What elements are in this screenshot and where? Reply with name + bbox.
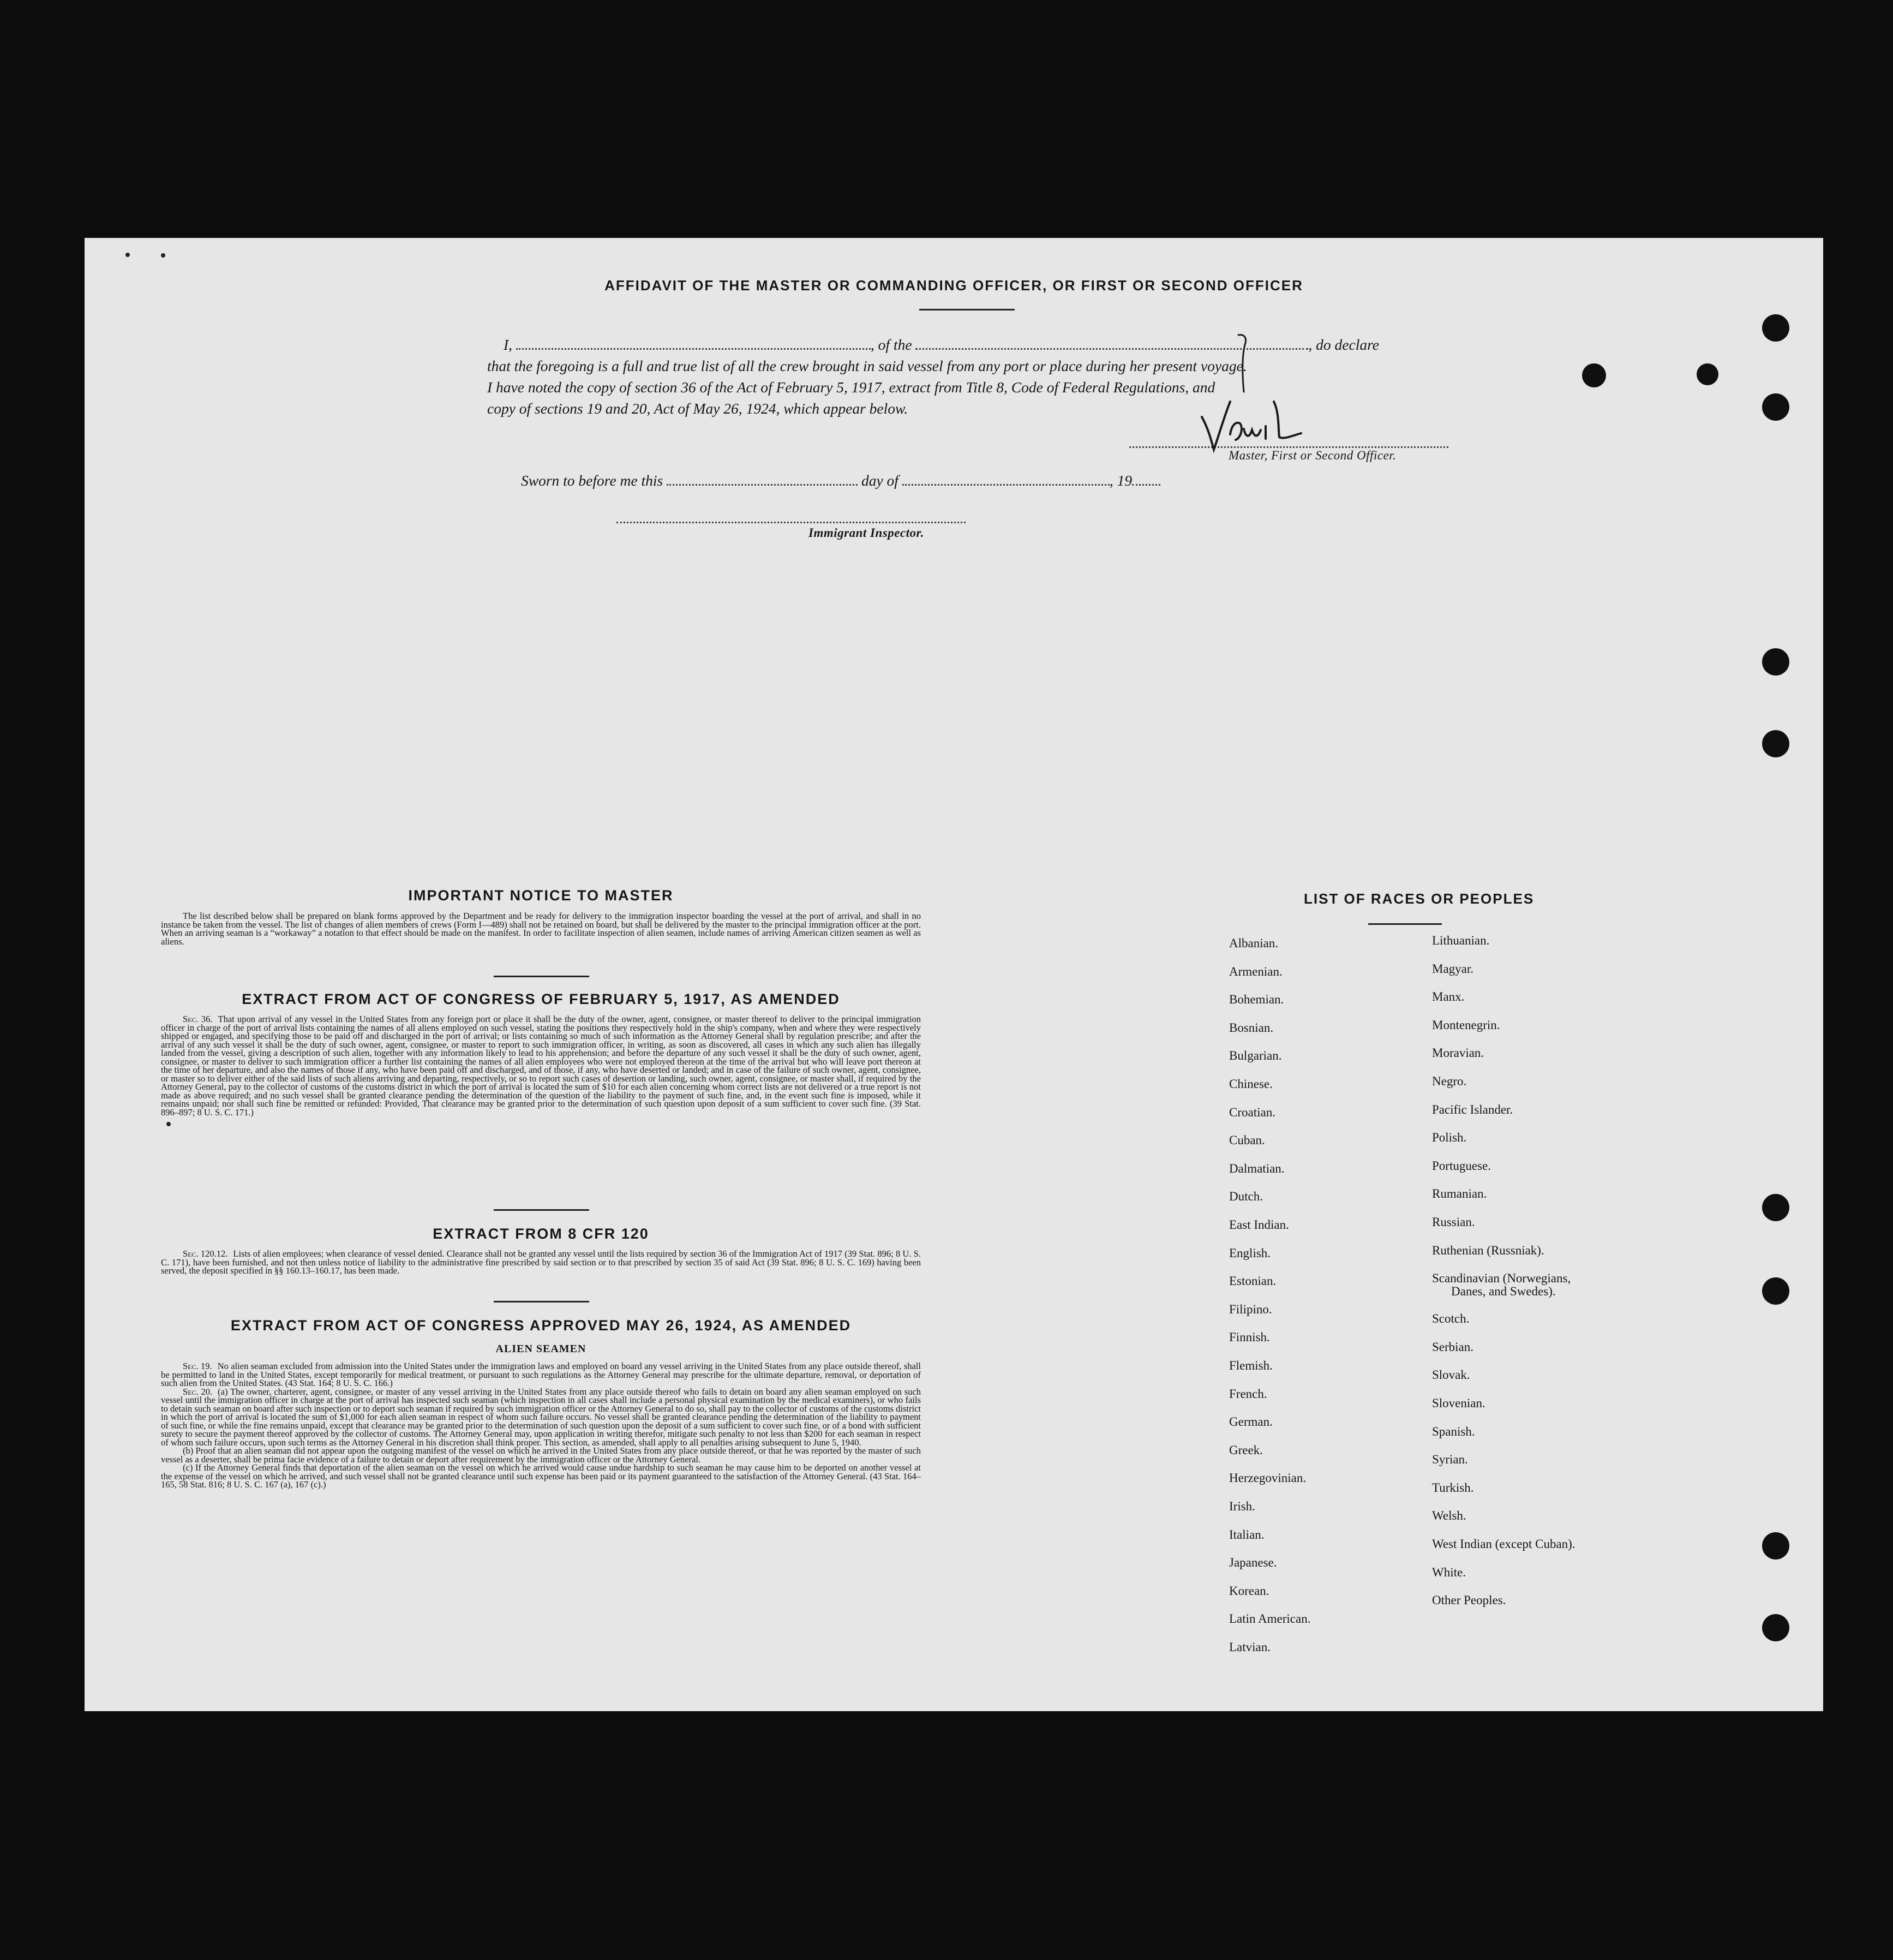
- race-item: Japanese.: [1229, 1556, 1277, 1570]
- affidavit-text: [487, 334, 1540, 419]
- race-item: Scotch.: [1432, 1312, 1470, 1326]
- sec19-text: No alien seaman excluded from admission into the United States under the immigration laws and employed on board any vessel arriving in the United States from any place outside thereof, shall be permitted to land in the United States, except temporarily for medical treatment, or pursuant to such regulations as the Attorney General may prescribe for the ultimate departure, removal, or deportation of such alien from the United States. (43 Stat. 164; 8 U. S. C. 166.): [161, 1361, 921, 1388]
- affidavit-line-3: I have noted the copy of section 36 of the Act of February 5, 1917, extract from Title 8, Code of Federal Regulations, and: [487, 379, 1215, 396]
- race-item: Montenegrin.: [1432, 1018, 1500, 1032]
- race-item: German.: [1229, 1415, 1273, 1429]
- race-item: Latvian.: [1229, 1640, 1271, 1654]
- punch-hole: [1697, 363, 1718, 385]
- sec20a-text: (a) The owner, charterer, agent, consignee, or master of any vessel arriving in the United States from any place outside thereof who fails to detain on board any alien seaman employed on such vessel until the immigration officer in charge at the port of arrival has inspected such seaman (which inspection in all cases shall include a personal physical examination by the medical examiners), or who fails to detain such seaman on board after such inspection or to deport such seaman if required by such immigration officer or the Attorney General to do so, shall pay to the collector of customs of the customs district in which the port of arrival is located the sum of $1,000 for each alien seaman in respect of whom such failure occurs. No vessel shall be granted clearance pending the determination of the liability to payment of such fine, or while the fine remains unpaid, except that clearance may be granted prior to the determination of such question upon the deposit of a sum sufficient to cover such fine, or of a bond with sufficient surety to secure the payment thereof approved by the collector of customs. The Attorney General may, upon application in writing therefor, mitigate such penalty to not less than $200 for each seaman in respect of whom such failure occurs, upon such terms as the Attorney General in his discretion shall think proper. This section, as amended, shall apply to all penalties arising subsequent to June 5, 1940.: [161, 1386, 921, 1448]
- races-title: LIST OF RACES OR PEOPLES: [1304, 891, 1535, 907]
- divider: [1368, 923, 1442, 925]
- race-item: Scandinavian (Norwegians,: [1432, 1271, 1571, 1286]
- inspector-signature-line[interactable]: [616, 522, 966, 523]
- sec20-label: Sec. 20.: [183, 1386, 213, 1397]
- sec36-text: That upon arrival of any vessel in the United States from any foreign port or place it shall be the duty of the owner, agent, consignee, or master thereof to deliver to the principal immigration officer in charge of the port of arrival lists containing the names of all aliens employed on such vessel, stating the positions they respectively hold in the ship's company, when and where they were respectively shipped or engaged, and specifying those to be paid off and discharged in the port of arrival; or lists containing so much of such information as the Attorney General shall by regulation prescribe; and after the arrival of any such vessel it shall be the duty of such owner, agent, consignee, or master to report to such immigration officer, in writing, as soon as discovered, all cases in which any such alien has illegally landed from the vessel, giving a description of such alien, together with any information likely to lead to his apprehension; and before the departure of any such vessel it shall be the duty of such owner, agent, consignee, or master to deliver to such immigration officer a further list containing the names of all alien employees who were not employed thereon at the time of the arrival but who will leave port thereon at the time of her departure, and also the names of those if any, who have been paid off and discharged, and of those, if any, who have deserted or landed; and in case of the failure of such owner, agent, consignee, or master so to deliver either of the said lists of such aliens arriving and departing, respectively, or so to report such cases of desertion or landing, such owner, agent, consignee, or master shall, if required by the Attorney General, pay to the collector of customs of the customs district in which the port of arrival is located the sum of $10 for each alien concerning whom correct lists are not delivered or a true report is not made as above required; and no such vessel shall be granted clearance pending the determination of the question of the liability to the payment of such fine, and, in the event such fine is imposed, while it remains unpaid; nor shall such fine be remitted or refunded: Provided, That clearance may be granted prior to the determination of such question upon deposit of a sum sufficient to cover such fine. (39 Stat. 896–897; 8 U. S. C. 171.): [161, 1014, 921, 1118]
- notice-title: IMPORTANT NOTICE TO MASTER: [408, 887, 674, 904]
- punch-hole: [1762, 314, 1789, 342]
- race-item: Dalmatian.: [1229, 1161, 1285, 1175]
- punch-hole: [1762, 730, 1789, 757]
- sworn-line: [521, 470, 1160, 489]
- race-item: Magyar.: [1432, 961, 1474, 976]
- sworn-text: Sworn to before me this: [521, 472, 663, 489]
- race-item: Turkish.: [1432, 1480, 1474, 1495]
- race-item: English.: [1229, 1246, 1271, 1260]
- race-item: Pacific Islander.: [1432, 1102, 1513, 1116]
- race-item: Ruthenian (Russniak).: [1432, 1243, 1544, 1257]
- race-item: Slovak.: [1432, 1368, 1470, 1382]
- punch-hole: [1762, 393, 1789, 421]
- race-item: Polish.: [1432, 1131, 1467, 1145]
- race-item: Albanian.: [1229, 936, 1279, 950]
- affidavit-title: AFFIDAVIT OF THE MASTER OR COMMANDING OFFICER, OR FIRST OR SECOND OFFICER: [604, 277, 1303, 294]
- affidavit-line-4: copy of sections 19 and 20, Act of May 26, 1924, which appear below.: [487, 400, 908, 417]
- race-item: Negro.: [1432, 1074, 1467, 1088]
- punch-hole: [1762, 1277, 1789, 1305]
- race-item: Syrian.: [1432, 1453, 1468, 1467]
- ink-speck: [161, 253, 165, 258]
- race-item: Portuguese.: [1432, 1158, 1491, 1173]
- extract-1917-body: [161, 1015, 921, 1116]
- sworn-month-blank[interactable]: [902, 470, 1110, 486]
- affidavit-declare: , do declare: [1308, 336, 1379, 353]
- race-item: Bulgarian.: [1229, 1049, 1282, 1063]
- notice-body: [161, 912, 921, 946]
- document-page: [85, 238, 1823, 1711]
- race-item: Chinese.: [1229, 1077, 1273, 1091]
- affidavit-line-2: that the foregoing is a full and true list of all the crew brought in said vessel from any port or place during her present voyage.: [487, 357, 1247, 374]
- race-item: Latin American.: [1229, 1612, 1311, 1626]
- sec20c-text: (c) If the Attorney General finds that deportation of the alien seaman on the vessel on which he arrived would cause undue hardship to such seaman he may cause him to be deported on another vessel at the expense of the vessel on which he arrived, and such vessel shall not be granted clearance until such expense has been paid or its payment guaranteed to the satisfaction of the Attorney General. (43 Stat. 164–165, 58 Stat. 816; 8 U. S. C. 167 (a), 167 (c).): [161, 1462, 921, 1490]
- race-item: Irish.: [1229, 1499, 1255, 1513]
- master-caption: Master, First or Second Officer.: [1229, 449, 1397, 462]
- divider: [494, 1301, 589, 1302]
- race-item: Finnish.: [1229, 1330, 1270, 1344]
- sec120-label: Sec. 120.12.: [183, 1248, 228, 1259]
- punch-hole: [1762, 648, 1789, 676]
- race-item: Greek.: [1229, 1443, 1263, 1457]
- year-text: , 19: [1109, 472, 1133, 489]
- extract-1917-title: EXTRACT FROM ACT OF CONGRESS OF FEBRUARY 5, 1917, AS AMENDED: [242, 991, 840, 1007]
- race-item: Herzegovinian.: [1229, 1471, 1307, 1485]
- race-item: Serbian.: [1432, 1340, 1474, 1354]
- sec120-text: Lists of alien employees; when clearance of vessel denied. Clearance shall not be granted any vessel until the lists required by section 36 of the Immigration Act of 1917 (39 Stat. 896; 8 U. S. C. 171), have been furnished, and not then unless notice of liability to the administrative fine prescribed by said section or to that prescribed by section 35 of said Act (39 Stat. 896; 8 U. S. C. 169) having been served, the deposit specified in §§ 160.13–160.17, has been made.: [161, 1248, 921, 1276]
- affidavit-of-the: , of the: [870, 336, 912, 353]
- divider: [919, 309, 1015, 310]
- race-item: Filipino.: [1229, 1302, 1272, 1316]
- day-of-text: day of: [861, 472, 898, 489]
- handwritten-signature: [1197, 396, 1328, 456]
- name-blank[interactable]: [516, 334, 871, 350]
- race-item: Lithuanian.: [1432, 934, 1490, 947]
- race-item: Korean.: [1229, 1583, 1269, 1598]
- ink-speck: [125, 253, 130, 257]
- race-item: Spanish.: [1432, 1424, 1475, 1438]
- extract-cfr-title: EXTRACT FROM 8 CFR 120: [433, 1226, 649, 1242]
- sec20b-text: (b) Proof that an alien seaman did not appear upon the outgoing manifest of the vessel on which he arrived in the United States from any place outside thereof, or that he was reported by the master of such vessel as a deserter, shall be prima facie evidence of a failure to detain or deport after requirement by the immigration officer or the Attorney General.: [161, 1445, 921, 1465]
- left-column: [161, 887, 921, 1695]
- inspector-caption: Immigrant Inspector.: [808, 526, 924, 540]
- alien-seamen-subtitle: ALIEN SEAMEN: [495, 1343, 586, 1355]
- divider: [494, 1209, 589, 1211]
- race-item: Moravian.: [1432, 1046, 1484, 1060]
- affidavit-i: I,: [504, 336, 513, 353]
- race-item: Danes, and Swedes).: [1451, 1284, 1556, 1299]
- race-item: Bosnian.: [1229, 1020, 1274, 1035]
- extract-1924-title: EXTRACT FROM ACT OF CONGRESS APPROVED MAY 26, 1924, AS AMENDED: [230, 1317, 852, 1334]
- race-item: Estonian.: [1229, 1274, 1277, 1288]
- sec36-label: Sec. 36.: [183, 1014, 213, 1024]
- race-item: Manx.: [1432, 990, 1465, 1004]
- sworn-day-blank[interactable]: [667, 470, 858, 486]
- race-item: Cuban.: [1229, 1133, 1265, 1148]
- race-item: Croatian.: [1229, 1105, 1275, 1119]
- race-item: West Indian (except Cuban).: [1432, 1537, 1575, 1551]
- race-item: Dutch.: [1229, 1190, 1263, 1204]
- notice-text: The list described below shall be prepared on blank forms approved by the Department and be ready for delivery to the immigration inspector boarding the vessel at the port of arrival, and shall in no instance be taken from the vessel. The list of changes of alien members of crews (Form I—489) shall not be retained on board, but shall be delivered by the master to the principal immigration officer at the port. When an arriving seaman is a “workaway” a notation to that effect should be made on the manifest. In order to facilitate inspection of alien seamen, include names of arriving American citizen seamen as well as aliens.: [161, 911, 921, 947]
- race-item: Flemish.: [1229, 1359, 1273, 1372]
- race-item: Armenian.: [1229, 964, 1283, 978]
- sworn-year-blank[interactable]: [1132, 470, 1160, 486]
- race-item: Slovenian.: [1432, 1396, 1485, 1410]
- handwritten-mark: [1233, 331, 1255, 396]
- extract-1924-body: [161, 1362, 921, 1489]
- extract-cfr-body: [161, 1250, 921, 1275]
- sec19-label: Sec. 19.: [183, 1361, 212, 1371]
- race-item: East Indian.: [1229, 1218, 1289, 1232]
- punch-hole: [1762, 1194, 1789, 1221]
- race-item: French.: [1229, 1387, 1267, 1401]
- punch-hole: [1762, 1532, 1789, 1559]
- race-item: Russian.: [1432, 1215, 1475, 1229]
- punch-hole: [1762, 1614, 1789, 1641]
- race-item: Other Peoples.: [1432, 1593, 1506, 1608]
- race-item: Welsh.: [1432, 1509, 1466, 1523]
- race-item: Bohemian.: [1229, 993, 1284, 1007]
- divider: [494, 976, 589, 977]
- race-item: Italian.: [1229, 1527, 1265, 1541]
- affidavit-line-1: [487, 334, 1540, 355]
- punch-hole: [1582, 363, 1606, 387]
- race-item: White.: [1432, 1565, 1466, 1579]
- race-item: Rumanian.: [1432, 1187, 1487, 1201]
